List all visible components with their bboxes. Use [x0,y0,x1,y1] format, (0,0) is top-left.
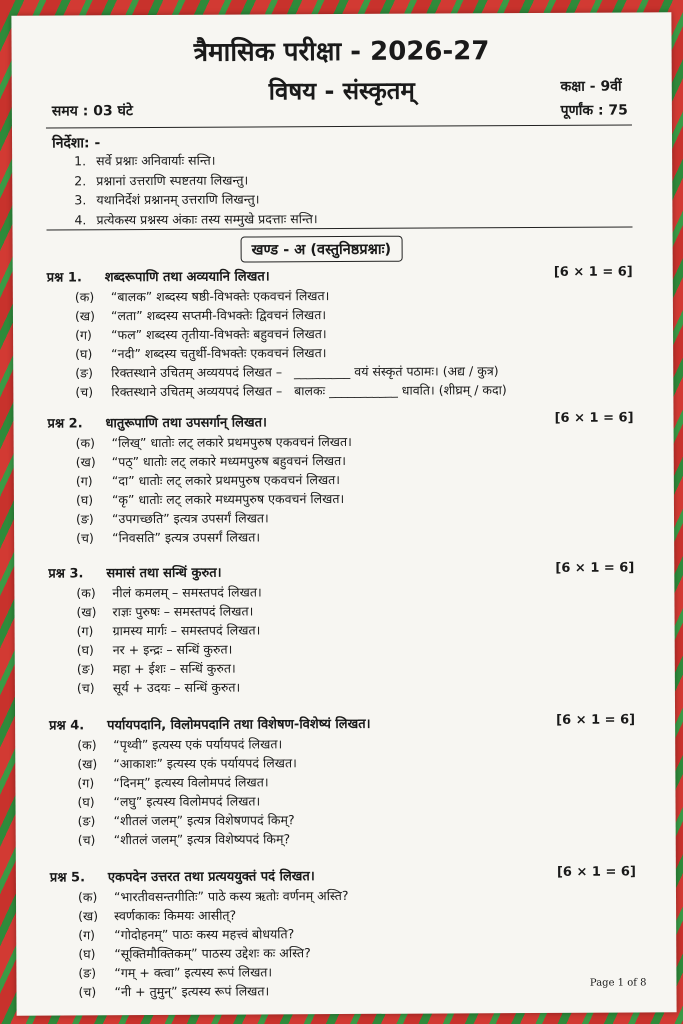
item-text: रिक्तस्थाने उचितम् अव्ययपदं लिखत – बालकः ___________ धावति। (शीघ्रम् / कदा) [111,382,507,400]
item-text: रिक्तस्थाने उचितम् अव्ययपदं लिखत – _________ वयं संस्कृतं पठामः। (अद्य / कुत्र) [111,363,499,381]
item-text: “पठ्” धातोः लट् लकारे मध्यमपुरुष बहुवचनं लिखत। [111,452,347,470]
question-block [50,864,637,1001]
item-label: (च) [75,384,94,400]
item-label: (ग) [76,623,94,639]
item-label: (क) [77,737,97,753]
item-label: (च) [78,984,97,1000]
item-text: “नी + तुमुन्” इत्यस्य रूपं लिखत। [114,983,270,1000]
question-number: प्रश्न 1. [46,270,82,286]
item-text: नीलं कमलम् – समस्तपदं लिखत। [112,584,262,601]
item-label: (च) [76,680,95,696]
item-label: (क) [75,435,96,451]
item-label: (ङ) [78,965,97,981]
question-title-wrap [49,714,371,736]
item-label: (घ) [77,794,95,810]
question-title: शब्दरूपाणि तथा अव्ययानि लिखत। [104,269,270,286]
item-text: “फल” शब्दस्य तृतीया-विभक्तेः बहुवचनं लिखत। [111,326,327,343]
question-number: प्रश्न 3. [48,566,84,582]
item-text: “उपगच्छति” इत्यत्र उपसर्गं लिखत। [111,510,269,527]
item-label: (ख) [75,454,96,470]
item-text: “पृथ्वी” इत्यस्य एकं पर्यायपदं लिखत। [113,736,283,753]
question-title: धातुरूपाणि तथा उपसर्गान् लिखत। [105,415,267,432]
item-label: (ख) [74,308,95,324]
instructions-list [74,150,318,229]
page-number: Page 1 of 8 [589,977,647,989]
question-block [48,560,635,697]
instructions-heading: निर्देशा: - [52,135,101,152]
instruction-item: 2. प्रश्नानां उत्तराणि स्पष्टतया लिखन्तु। [74,171,249,188]
item-label: (क) [76,585,96,601]
header-divider [46,124,632,128]
question-title-wrap [47,266,270,287]
question-title-wrap [48,563,221,584]
instruction-item: 3. यथानिर्देशं प्रश्नानम् उत्तराणि लिखन्तु। [74,191,260,208]
item-label: (ग) [78,927,96,943]
class-label: कक्षा - 9वीं [560,78,622,95]
instruction-item: 4. प्रत्येकस्य प्रश्नस्य अंकाः तस्य सम्मुखे प्रदत्ताः सन्ति। [74,210,318,227]
total-marks: पूर्णांक : 75 [560,102,628,119]
question-title: एकपदेन उत्तरत तथा प्रत्यययुक्तं पदं लिखत। [107,869,315,886]
item-text: “आकाशः” इत्यस्य एकं पर्यायपदं लिखत। [113,755,297,772]
question-number: प्रश्न 5. [49,870,86,886]
question-number: प्रश्न 4. [49,718,85,734]
item-label: (ङ) [75,511,94,527]
item-text: “बालक” शब्दस्य षष्ठी-विभक्तेः एकवचनं लिखत। [110,288,330,305]
item-label: (क) [74,289,95,305]
item-text: “गम् + क्त्वा” इत्यस्य रूपं लिखत। [114,964,273,981]
item-text: “लघु” इत्यस्य विलोमपदं लिखत। [113,793,261,810]
exam-paper [11,12,676,1015]
item-label: (ख) [77,756,98,772]
item-text: “लता” शब्दस्य सप्तमी-विभक्तेः द्विवचनं लिखत। [110,307,327,324]
exam-title: त्रैमासिक परीक्षा - 2026-27 [193,36,490,68]
item-text: “शीतलं जलम्” इत्यत्र विशेषणपदं किम्? [113,812,295,829]
question-marks: [6 × 1 = 6] [555,560,635,576]
item-label: (क) [77,889,98,905]
item-text: सूर्य + उदयः – सन्धिं कुरुत। [112,679,241,696]
question-marks: [6 × 1 = 6] [556,712,636,728]
question-title-wrap [50,866,315,887]
question-item [50,827,636,849]
item-label: (घ) [76,642,94,658]
question-item [47,379,633,401]
exam-time: समय : 03 घंटे [51,103,133,120]
item-text: “गोदोहनम्” पाठः कस्य महत्त्वं बोधयति? [114,926,295,943]
question-number: प्रश्न 2. [47,416,83,432]
item-label: (ख) [76,604,97,620]
item-label: (ग) [77,775,95,791]
item-text: “भारतीवसन्तगीतिः” पाठे कस्य ऋतोः वर्णनम् अस्ति? [113,887,349,905]
item-label: (ख) [78,908,99,924]
question-item [49,675,635,697]
item-text: “शीतलं जलम्” इत्यत्र विशेष्यपदं किम्? [113,831,291,848]
instruction-item: 1. सर्वे प्रश्नाः अनिवार्याः सन्ति। [74,152,216,169]
item-text: राज्ञः पुरुषः – समस्तपदं लिखत। [112,603,254,620]
item-text: “निवसति” इत्यत्र उपसर्गं लिखत। [112,529,261,546]
item-text: “कृ” धातोः लट् लकारे मध्यमपुरुष एकवचनं लिखत। [111,490,345,508]
question-block [47,410,634,547]
item-label: (घ) [75,346,93,362]
question-title-wrap [47,412,267,433]
item-text: महा + ईशः – सन्धिं कुरुत। [112,660,236,677]
question-marks: [6 × 1 = 6] [556,864,636,880]
item-label: (घ) [78,946,96,962]
question-block [49,712,636,849]
item-text: “दिनम्” इत्यस्य विलोमपदं लिखत। [113,774,269,791]
subject-title: विषय - संस्कृतम् [268,76,415,106]
item-label: (ङ) [76,661,95,677]
question-marks: [6 × 1 = 6] [554,410,634,426]
question-title: समासं तथा सन्धिं कुरुत। [106,565,222,582]
item-label: (ग) [75,327,92,343]
item-text: “लिख्” धातोः लट् लकारे प्रथमपुरुष एकवचनं लिखत। [111,433,352,451]
item-text: ग्रामस्य मार्गः – समस्तपदं लिखत। [112,622,261,639]
item-text: स्वर्णकाकः किमयः आसीत्? [114,907,237,924]
item-label: (च) [76,530,94,546]
item-label: (ङ) [77,813,96,829]
item-label: (घ) [75,492,94,508]
item-text: “सूक्तिमौक्तिकम्” पाठस्य उद्देशः कः अस्ति? [114,945,311,962]
question-block [47,264,634,401]
item-text: “दा” धातोः लट् लकारे प्रथमपुरुष एकवचनं लिखत। [111,472,341,489]
item-label: (ङ) [75,365,94,381]
item-label: (च) [77,832,96,848]
item-text: नर + इन्द्रः – सन्धिं कुरुत। [112,641,233,658]
section-heading: खण्ड - अ (वस्तुनिष्ठप्रश्नाः) [241,236,403,263]
question-marks: [6 × 1 = 6] [553,264,633,280]
question-item [48,525,634,547]
question-title: पर्यायपदानि, विलोमपदानि तथा विशेषण-विशेष्यं लिखत। [107,716,371,734]
item-text: “नदी” शब्दस्य चतुर्थी-विभक्तेः एकवचनं लिखत। [111,345,327,362]
item-label: (ग) [75,473,93,489]
question-item [50,979,636,1001]
class-marks-block [560,75,628,123]
